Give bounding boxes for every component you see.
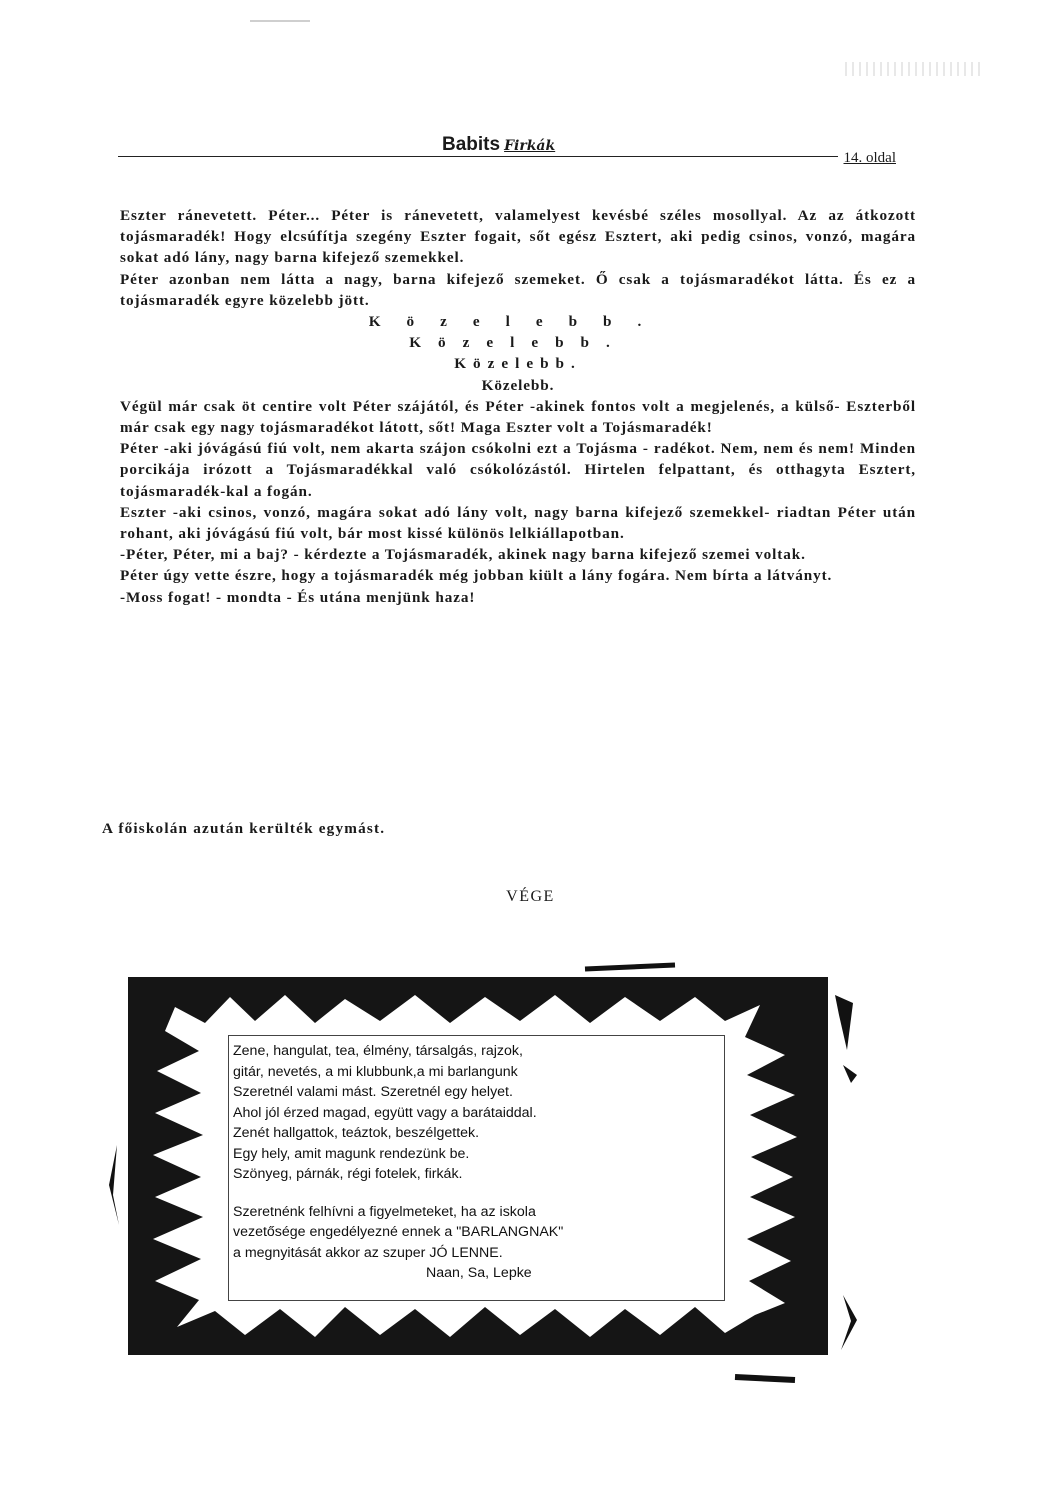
paragraph: Eszter -aki csinos, vonzó, magára sokat adó lány volt, nagy barna kifejező szemekkel- riadtan Péter után rohant, aki jóvágású fiú volt, bár most kissé különös lelkiállapotban. [120,503,916,543]
frame-stroke [835,995,853,1050]
kozelebb-line: Közelebb. [454,355,582,373]
magazine-name-script: Firkák [504,138,556,154]
paragraph: -Péter, Péter, mi a baj? - kérdezte a Tojásmaradék, akinek nagy barna kifejező szemei voltak. [120,546,806,564]
announcement-line: Szeretnél valami mást. Szeretnél egy helyet. [233,1084,513,1100]
frame-stroke [109,1145,119,1225]
kozelebb-line: Közelebb. [368,313,668,331]
magazine-title [436,134,561,156]
announcement-line: Szönyeg, párnák, régi fotelek, firkák. [233,1166,463,1182]
kozelebb-line: Közelebb. [481,376,555,394]
end-marker: VÉGE [506,888,555,905]
spacer [233,1185,724,1202]
announcement-signature: Naan, Sa, Lepke [426,1265,532,1281]
frame-stroke [843,1065,857,1083]
scan-noise [845,62,985,76]
frame-stroke [585,965,675,969]
paragraph: Eszter ránevetett. Péter... Péter is ránevetett, valamelyest kevésbé széles mosollyal. Az az átkozott tojásmaradék! Hogy elcsúfítja szegény Eszter fogait, sőt egész Esztert, aki pedig csinos, vonzó, magára sokat adó lány, nagy barna kifejező szemekkel. [120,207,916,267]
paragraph: Péter úgy vette észre, hogy a tojásmaradék még jobban kiült a lány fogára. Nem bírta a látványt. [120,567,833,585]
paragraph: -Moss fogat! - mondta - És utána menjünk haza! [120,588,476,606]
announcement-line: vezetősége engedélyezné ennek a "BARLANGNAK" [233,1224,564,1240]
announcement-line: Ahol jól érzed magad, együtt vagy a barátaiddal. [233,1104,537,1121]
announcement-line: Zene, hangulat, tea, élmény, társalgás, rajzok, [233,1043,523,1059]
header-rule [118,156,896,157]
announcement-line: Szeretnénk felhívni a figyelmeteket, ha az iskola [233,1203,536,1220]
page-header [118,134,896,174]
story-text [120,205,916,608]
magazine-name: Babits [442,134,501,155]
announcement-line: Zenét hallgattok, teáztok, beszélgettek. [233,1125,480,1141]
frame-stroke [735,1377,795,1380]
closing-sentence: A főiskolán azután kerülték egymást. [102,820,386,837]
page-number: 14. oldal [838,150,897,167]
announcement-line: Egy hely, amit magunk rendezünk be. [233,1145,470,1162]
frame-stroke [841,1295,857,1350]
paragraph: Végül már csak öt centire volt Péter szájától, és Péter -akinek fontos volt a megjelenés, a külső- Eszterből már csak egy nagy tojásmaradékot látott, sőt! Maga Eszter volt a Tojásmaradék! [120,397,916,437]
paragraph: Péter azonban nem látta a nagy, barna kifejező szemeket. Ő csak a tojásmaradékot látta. És ez a tojásmaradék egyre közelebb jött. [120,270,916,309]
kozelebb-line: Közelebb. [409,334,627,352]
paragraph: Péter -aki jóvágású fiú volt, nem akarta szájon csókolni ezt a Tojásma - radékot. Nem, nem és nem! Minden porcikája irózott a Tojásmaradékkal való csókolózástól. Hirtelen felpattant, és otthagyta Esztert, tojásmaradék-kal a fogán. [120,440,916,500]
announcement-line: gitár, nevetés, a mi klubbunk,a mi barlangunk [233,1063,518,1080]
scan-artifact [250,20,310,22]
club-announcement [228,1035,725,1301]
announcement-line: a megnyitását akkor az szuper JÓ LENNE. [233,1244,503,1261]
